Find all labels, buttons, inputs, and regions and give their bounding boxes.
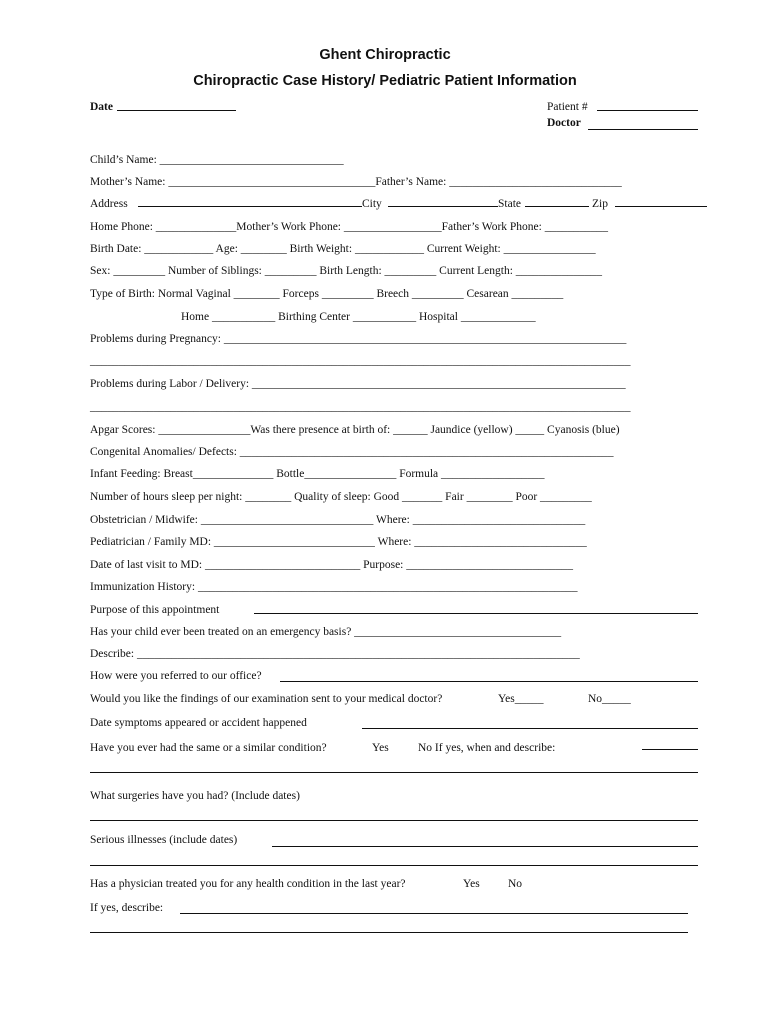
emergency-treatment-line[interactable]: Has your child ever been treated on an emergency basis? ____________________________________ bbox=[90, 626, 562, 638]
sex-siblings-line[interactable]: Sex: _________ Number of Siblings: _________ Birth Length: _________ Current Length: _______________ bbox=[90, 265, 603, 277]
patient-number-field[interactable] bbox=[597, 110, 698, 111]
if-yes-describe-label: If yes, describe: bbox=[90, 902, 164, 914]
referral-field[interactable] bbox=[280, 681, 698, 682]
parent-names-line[interactable]: Mother’s Name: ____________________________________Father’s Name: ______________________________ bbox=[90, 176, 622, 188]
illnesses-field[interactable] bbox=[272, 846, 698, 847]
same-condition-field-2[interactable] bbox=[90, 772, 698, 773]
child-name-line[interactable]: Child’s Name: ________________________________ bbox=[90, 154, 344, 166]
appointment-purpose-label: Purpose of this appointment bbox=[90, 604, 220, 616]
illnesses-label: Serious illnesses (include dates) bbox=[90, 834, 238, 846]
immunization-line[interactable]: Immunization History: __________________________________________________________________ bbox=[90, 581, 578, 593]
referral-label: How were you referred to our office? bbox=[90, 670, 262, 682]
obstetrician-line[interactable]: Obstetrician / Midwife: ______________________________ Where: ______________________________ bbox=[90, 514, 586, 526]
if-yes-describe-field-2[interactable] bbox=[90, 932, 688, 933]
clinic-name: Ghent Chiropractic bbox=[319, 47, 451, 63]
surgeries-field[interactable] bbox=[90, 820, 698, 821]
date-field[interactable] bbox=[117, 110, 236, 111]
labor-problems-continued[interactable]: ______________________________________________________________________________________________ bbox=[90, 401, 631, 413]
city-label: City bbox=[362, 198, 382, 210]
address-field[interactable] bbox=[138, 206, 362, 207]
patient-number-label: Patient # bbox=[547, 101, 588, 113]
findings-yes-option[interactable]: Yes_____ bbox=[498, 693, 544, 705]
state-label: State bbox=[498, 198, 521, 210]
if-yes-describe-field[interactable] bbox=[180, 913, 688, 914]
pediatrician-line[interactable]: Pediatrician / Family MD: ____________________________ Where: ______________________________ bbox=[90, 536, 587, 548]
physician-yes[interactable]: Yes bbox=[463, 878, 480, 890]
doctor-field[interactable] bbox=[588, 129, 698, 130]
findings-no-option[interactable]: No_____ bbox=[588, 693, 631, 705]
findings-question: Would you like the findings of our examination sent to your medical doctor? bbox=[90, 693, 443, 705]
physician-question: Has a physician treated you for any health condition in the last year? bbox=[90, 878, 406, 890]
same-condition-field[interactable] bbox=[642, 749, 698, 750]
same-condition-yes[interactable]: Yes bbox=[372, 742, 389, 754]
birth-place-line[interactable]: Home ___________ Birthing Center ___________ Hospital _____________ bbox=[181, 311, 536, 323]
birth-info-line[interactable]: Birth Date: ____________ Age: ________ Birth Weight: ____________ Current Weight: ________________ bbox=[90, 243, 596, 255]
city-field[interactable] bbox=[388, 206, 498, 207]
appointment-purpose-field[interactable] bbox=[254, 613, 698, 614]
phones-line[interactable]: Home Phone: ______________Mother’s Work Phone: _________________Father’s Work Phone: ___________ bbox=[90, 221, 608, 233]
symptoms-date-label: Date symptoms appeared or accident happened bbox=[90, 717, 307, 729]
pregnancy-problems-line[interactable]: Problems during Pregnancy: ______________________________________________________________________ bbox=[90, 333, 627, 345]
describe-line[interactable]: Describe: _____________________________________________________________________________ bbox=[90, 648, 580, 660]
apgar-line[interactable]: Apgar Scores: ________________Was there presence at birth of: ______ Jaundice (yellow) _____ Cyanosis (blue) bbox=[90, 424, 620, 436]
congenital-anomalies-line[interactable]: Congenital Anomalies/ Defects: _________________________________________________________________ bbox=[90, 446, 614, 458]
labor-problems-line[interactable]: Problems during Labor / Delivery: _________________________________________________________________ bbox=[90, 378, 626, 390]
last-md-visit-line[interactable]: Date of last visit to MD: ___________________________ Purpose: _____________________________ bbox=[90, 559, 573, 571]
illnesses-field-2[interactable] bbox=[90, 865, 698, 866]
form-title: Chiropractic Case History/ Pediatric Patient Information bbox=[193, 73, 577, 89]
doctor-label: Doctor bbox=[547, 117, 581, 129]
physician-no[interactable]: No bbox=[508, 878, 523, 890]
surgeries-label: What surgeries have you had? (Include dates) bbox=[90, 790, 300, 802]
symptoms-date-field[interactable] bbox=[362, 728, 698, 729]
zip-field[interactable] bbox=[615, 206, 707, 207]
pregnancy-problems-continued[interactable]: ______________________________________________________________________________________________ bbox=[90, 355, 631, 367]
same-condition-no[interactable]: No If yes, when and describe: bbox=[418, 742, 556, 754]
state-field[interactable] bbox=[525, 206, 589, 207]
zip-label: Zip bbox=[592, 198, 608, 210]
same-condition-question: Have you ever had the same or a similar condition? bbox=[90, 742, 327, 754]
address-label: Address bbox=[90, 198, 128, 210]
infant-feeding-line[interactable]: Infant Feeding: Breast______________ Bottle________________ Formula __________________ bbox=[90, 468, 545, 480]
birth-type-line[interactable]: Type of Birth: Normal Vaginal ________ Forceps _________ Breech _________ Cesarean _________ bbox=[90, 288, 564, 300]
date-label: Date bbox=[90, 101, 113, 113]
sleep-line[interactable]: Number of hours sleep per night: ________ Quality of sleep: Good _______ Fair ________ Poor _________ bbox=[90, 491, 592, 503]
